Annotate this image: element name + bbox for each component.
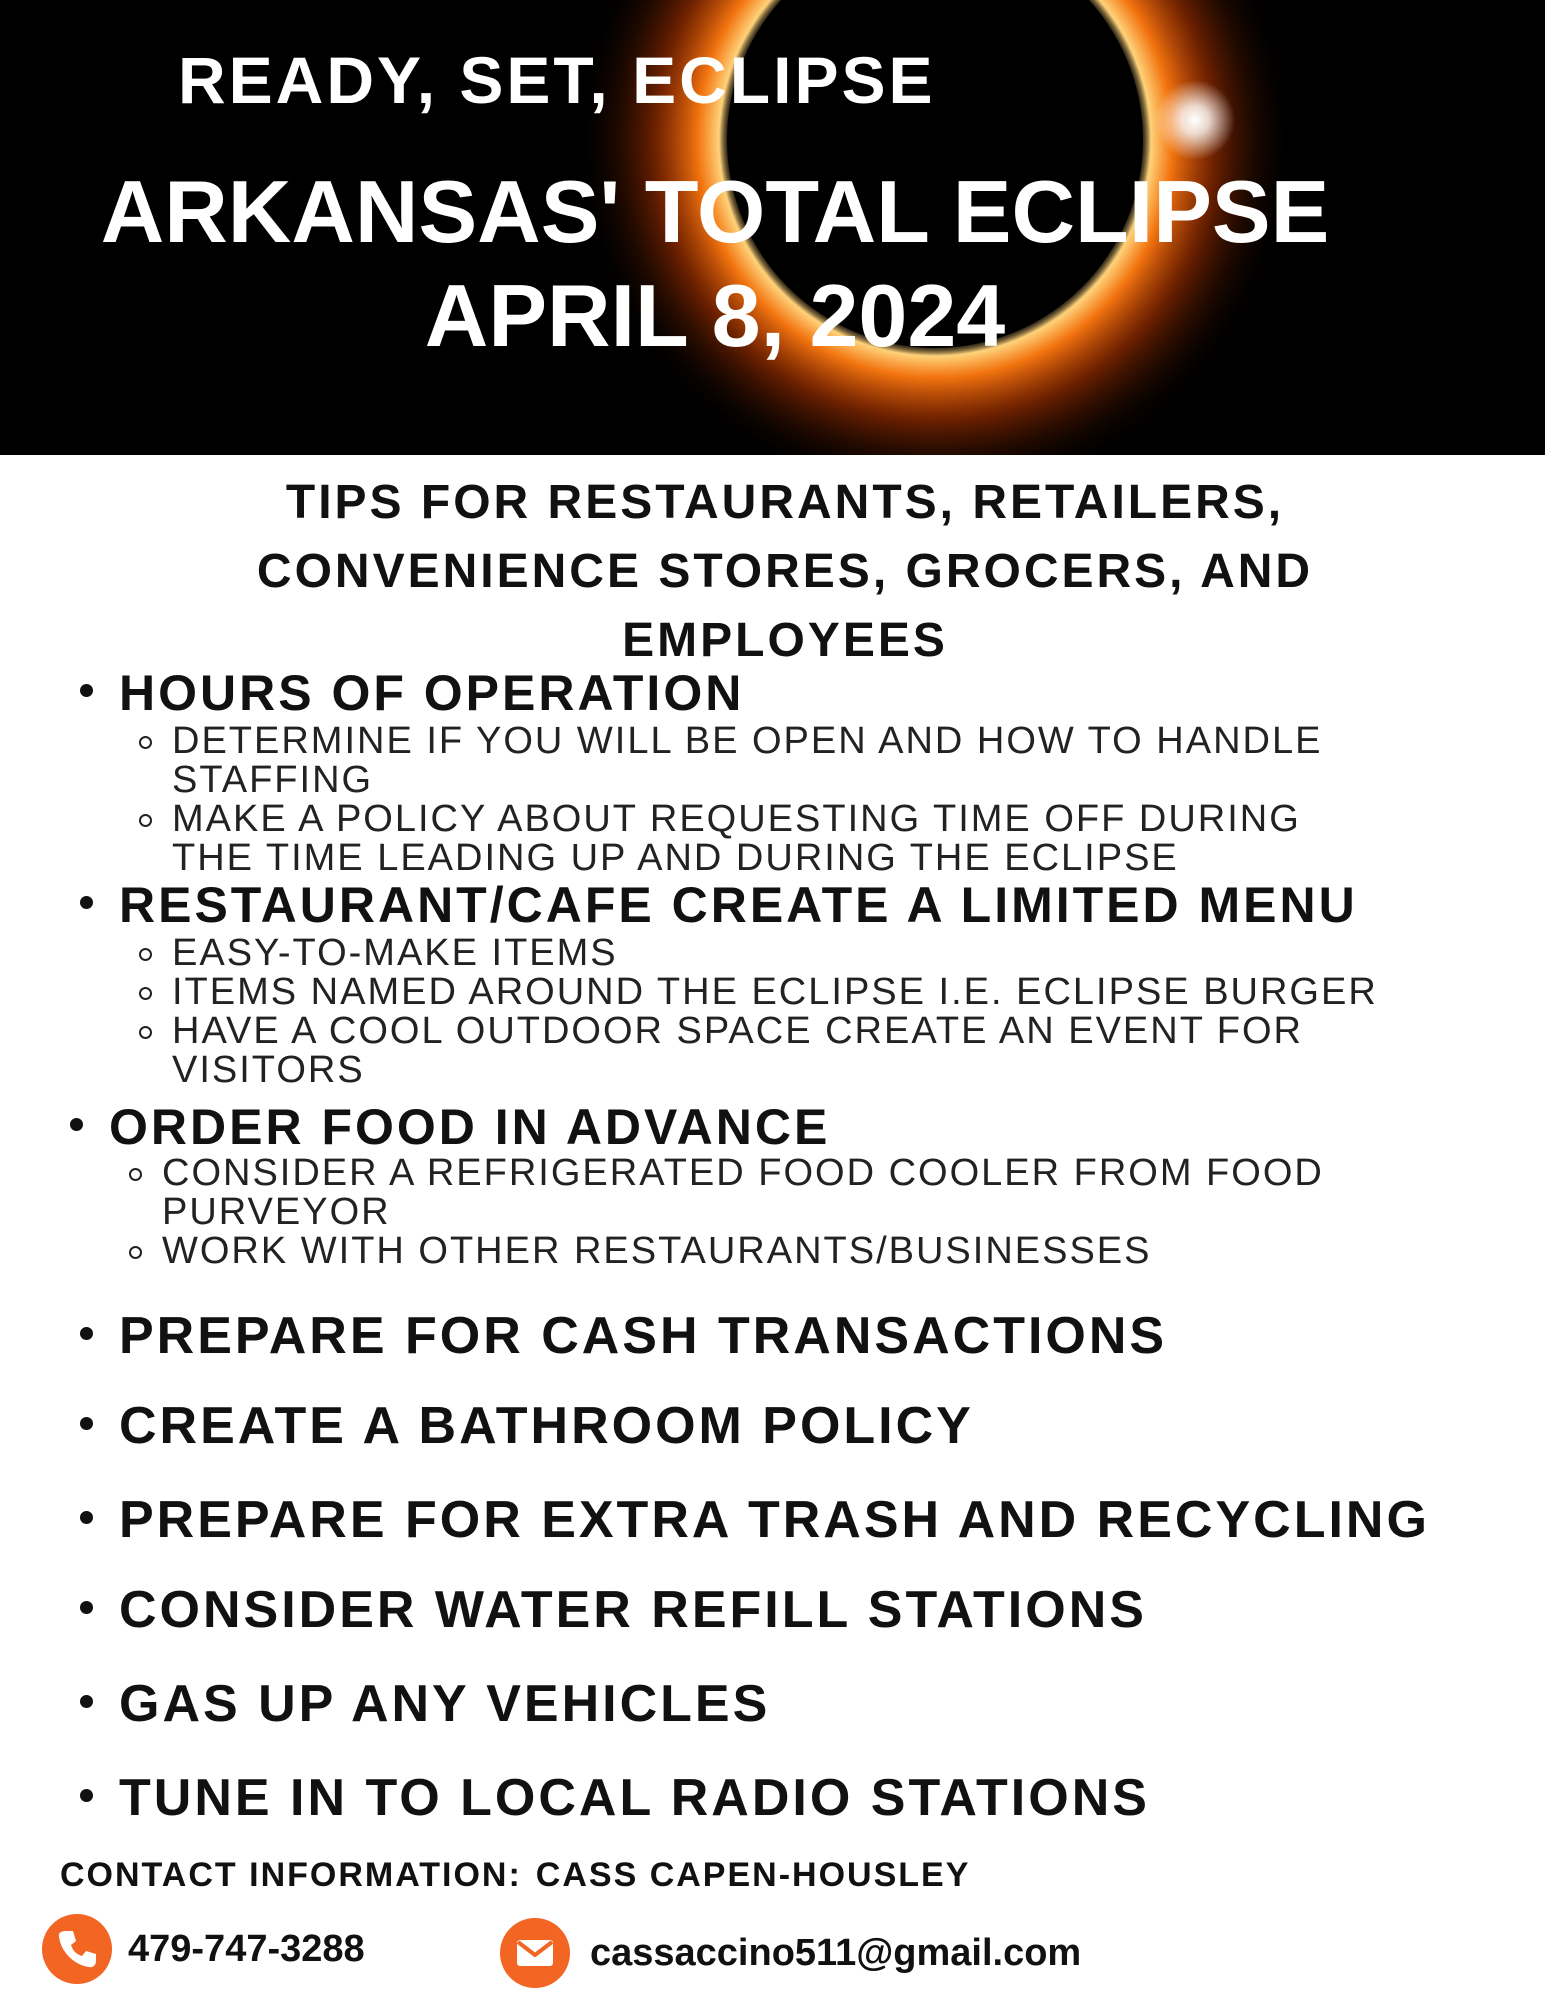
sub-bullet-icon: [139, 948, 152, 961]
subtitle-line: EMPLOYEES: [622, 614, 948, 667]
tip-heading: ORDER FOOD IN ADVANCE: [70, 1098, 830, 1156]
hero-kicker: READY, SET, ECLIPSE: [178, 43, 936, 117]
bullet-icon: [70, 1118, 83, 1131]
tip-subitem: MAKE A POLICY ABOUT REQUESTING TIME OFF DURING THE TIME LEADING UP AND DURING THE ECLIPSE: [172, 800, 1301, 878]
sub-bullet-icon: [139, 814, 152, 827]
tip-heading: PREPARE FOR CASH TRANSACTIONS: [80, 1306, 1167, 1366]
subtitle-line: TIPS FOR RESTAURANTS, RETAILERS,: [285, 476, 1285, 529]
sub-bullet-icon: [129, 1246, 142, 1259]
subtitle-line: CONVENIENCE STORES, GROCERS, AND: [256, 545, 1314, 598]
tip-heading: TUNE IN TO LOCAL RADIO STATIONS: [80, 1768, 1150, 1828]
tip-subitem: WORK WITH OTHER RESTAURANTS/BUSINESSES: [162, 1232, 1151, 1271]
contact-label: CONTACT INFORMATION:: [60, 1856, 522, 1894]
tip-heading: CONSIDER WATER REFILL STATIONS: [80, 1580, 1147, 1640]
contact-phone[interactable]: 479-747-3288: [128, 1928, 365, 1970]
sub-bullet-icon: [139, 987, 152, 1000]
event-date: APRIL 8, 2024: [424, 266, 1006, 365]
tip-heading: RESTAURANT/CAFE CREATE A LIMITED MENU: [80, 876, 1358, 934]
phone-icon: [42, 1914, 112, 1984]
bullet-icon: [80, 1511, 93, 1524]
tip-heading: HOURS OF OPERATION: [80, 664, 744, 722]
bullet-icon: [80, 1327, 93, 1340]
bullet-icon: [80, 1789, 93, 1802]
contact-email[interactable]: cassaccino511@gmail.com: [590, 1932, 1082, 1974]
sub-bullet-icon: [139, 736, 152, 749]
contact-name: CASS CAPEN-HOUSLEY: [535, 1856, 971, 1894]
tip-heading: PREPARE FOR EXTRA TRASH AND RECYCLING: [80, 1490, 1430, 1550]
bullet-icon: [80, 684, 93, 697]
tip-subitem: CONSIDER A REFRIGERATED FOOD COOLER FROM FOOD PURVEYOR: [162, 1154, 1324, 1232]
page-title: ARKANSAS' TOTAL ECLIPSE: [100, 162, 1330, 261]
tip-subitem: EASY-TO-MAKE ITEMS: [172, 934, 618, 973]
tip-heading: CREATE A BATHROOM POLICY: [80, 1396, 974, 1456]
envelope-icon: [500, 1918, 570, 1988]
bullet-icon: [80, 896, 93, 909]
tip-heading: GAS UP ANY VEHICLES: [80, 1674, 770, 1734]
sub-bullet-icon: [129, 1168, 142, 1181]
tip-subitem: DETERMINE IF YOU WILL BE OPEN AND HOW TO HANDLE STAFFING: [172, 722, 1322, 800]
sub-bullet-icon: [139, 1026, 152, 1039]
contact-heading: [60, 1856, 970, 1895]
tip-subitem: HAVE A COOL OUTDOOR SPACE CREATE AN EVENT FOR VISITORS: [172, 1012, 1303, 1090]
bullet-icon: [80, 1695, 93, 1708]
bullet-icon: [80, 1417, 93, 1430]
tip-subitem: ITEMS NAMED AROUND THE ECLIPSE I.E. ECLIPSE BURGER: [172, 973, 1378, 1012]
bullet-icon: [80, 1601, 93, 1614]
